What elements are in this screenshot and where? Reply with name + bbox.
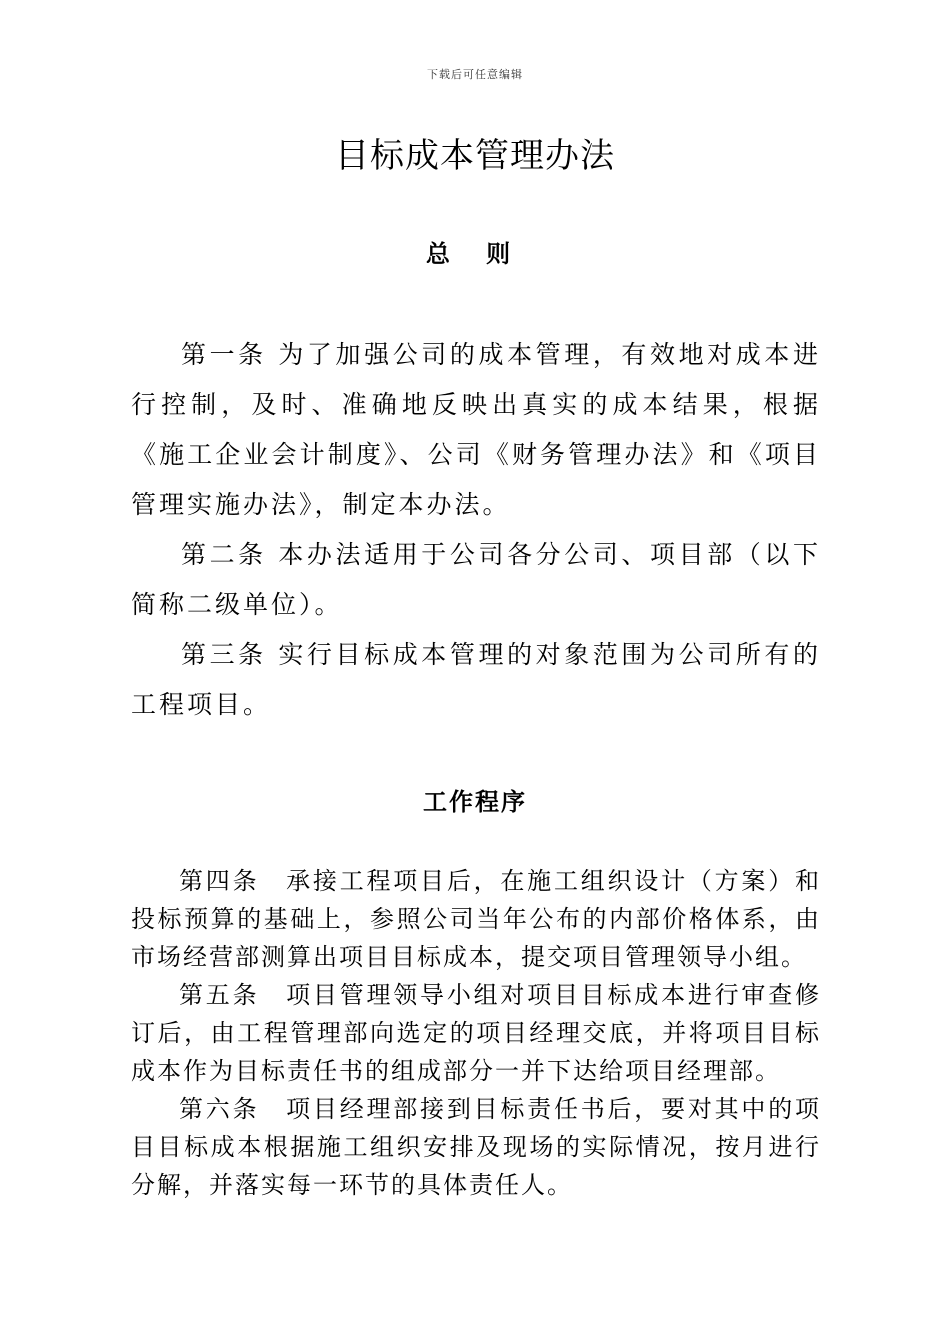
section-procedure-body [131, 862, 821, 1204]
section-heading-procedure: 工作程序 [423, 788, 527, 816]
header-note: 下载后可任意编辑 [427, 68, 523, 81]
section-heading-general [0, 234, 950, 269]
document-title: 目标成本管理办法 [335, 136, 615, 176]
article-2-paragraph: 第二条 本办法适用于公司各分公司、项目部（以下简称二级单位）。 [131, 540, 821, 619]
article-3-paragraph: 第三条 实行目标成本管理的对象范围为公司所有的工程项目。 [131, 640, 821, 719]
section-general-body [131, 330, 821, 730]
article-6-paragraph: 第六条 项目经理部接到目标责任书后，要对其中的项目目标成本根据施工组织安排及现场的实际情况，按月进行分解，并落实每一环节的具体责任人。 [131, 1095, 821, 1199]
section-heading-text: 总 则 [425, 240, 525, 268]
article-5-paragraph: 第五条 项目管理领导小组对项目目标成本进行审查修订后，由工程管理部向选定的项目经理交底，并将项目目标成本作为目标责任书的组成部分一并下达给项目经理部。 [131, 981, 821, 1085]
article-4-paragraph: 第四条 承接工程项目后，在施工组织设计（方案）和投标预算的基础上，参照公司当年公布的内部价格体系，由市场经营部测算出项目目标成本，提交项目管理领导小组。 [131, 867, 821, 971]
article-1-paragraph: 第一条 为了加强公司的成本管理，有效地对成本进行控制，及时、准确地反映出真实的成本结果，根据《施工企业会计制度》、公司《财务管理办法》和《项目管理实施办法》，制定本办法。 [131, 340, 821, 519]
